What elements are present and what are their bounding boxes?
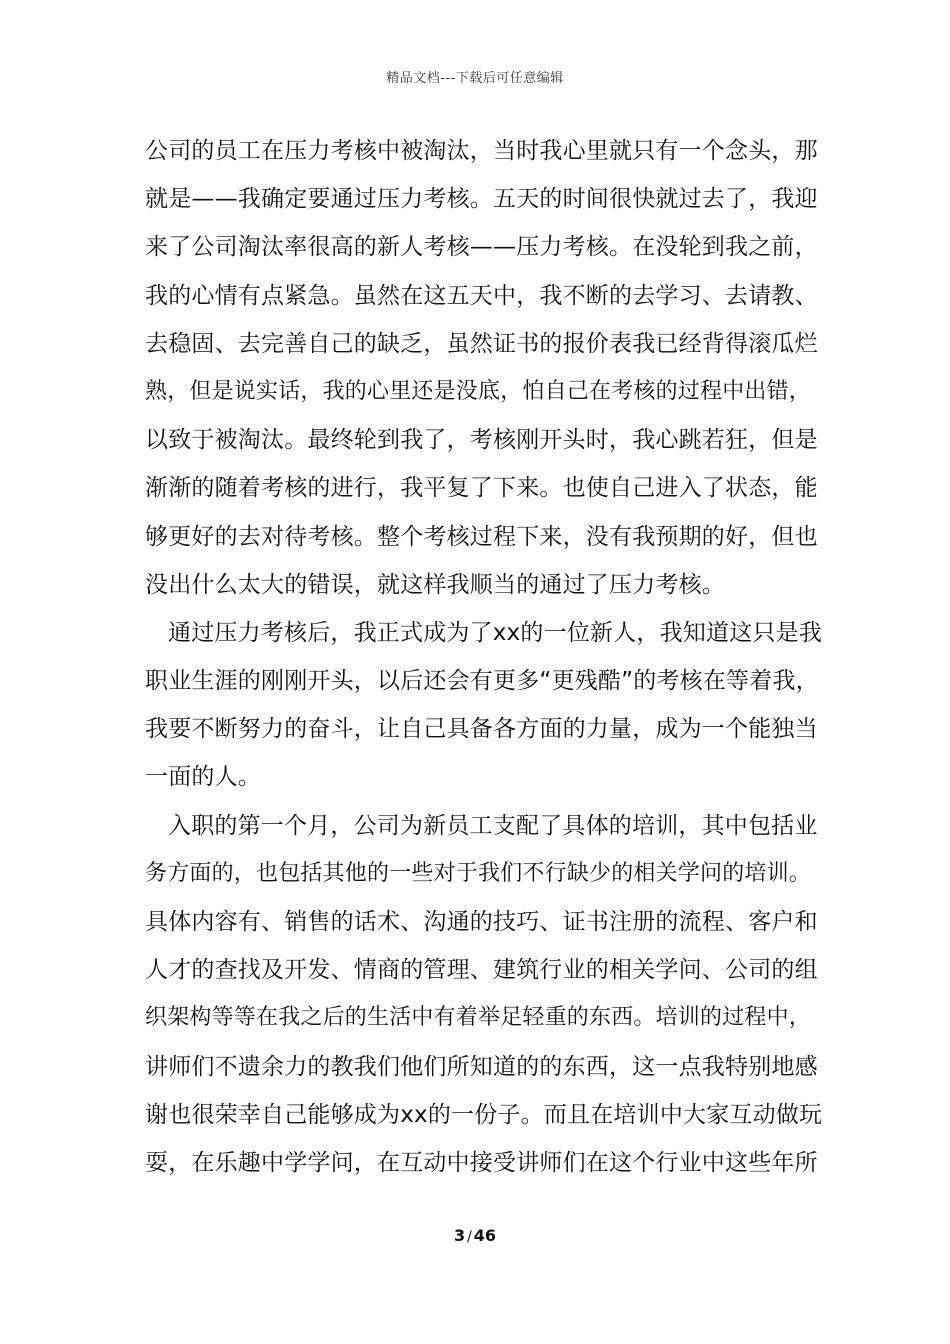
text-line: 具体内容有、销售的话术、沟通的技巧、证书注册的流程、客户和 [145,909,818,935]
text-line: 公司的员工在压力考核中被淘汰，当时我心里就只有一个念头，那 [145,138,818,164]
text-line: 以致于被淘汰。最终轮到我了，考核刚开头时，我心跳若狂，但是 [145,427,818,454]
text-line: 来了公司淘汰率很高的新人考核——压力考核。在没轮到我之前， [145,234,818,261]
text-line: 务方面的，也包括其他的一些对于我们不行缺少的相关学问的培训。 [145,860,812,886]
total-page-count: 46 [473,1226,497,1245]
text-line: 耍，在乐趣中学学问，在互动中接受讲师们在这个行业中这些年所 [145,1149,818,1176]
text-line: 职业生涯的刚刚开头，以后还会有更多“更残酷”的考核在等着我， [145,668,819,695]
text-line: 我要不断努力的奋斗，让自己具备各方面的力量，成为一个能独当 [145,716,818,743]
text-line: 渐渐的随着考核的进行，我平复了下来。也使自己进入了状态，能 [145,475,818,502]
page-header: 精品文档---下载后可任意编辑 [386,71,564,86]
text-line: 织架构等等在我之后的生活中有着举足轻重的东西。培训的过程中， [145,1005,812,1031]
document-body [145,127,825,1187]
current-page-number: 3 [453,1226,466,1245]
text-line: 就是——我确定要通过压力考核。五天的时间很快就过去了，我迎 [145,186,818,213]
text-line: 通过压力考核后，我正式成为了xx的一位新人，我知道这只是我 [168,619,823,646]
page-number [0,1226,950,1245]
text-line: 熟，但是说实话，我的心里还是没底，怕自己在考核的过程中出错， [145,378,812,404]
text-line: 我的心情有点紧急。虽然在这五天中，我不断的去学习、去请教、 [145,282,818,309]
text-line: 一面的人。 [145,764,261,791]
text-line: 入职的第一个月，公司为新员工支配了具体的培训，其中包括业 [168,812,818,839]
text-line: 没出什么太大的错误，就这样我顺当的通过了压力考核。 [145,571,725,598]
text-line: 去稳固、去完善自己的缺乏，虽然证书的报价表我已经背得滚瓜烂 [145,330,818,357]
text-line: 人才的查找及开发、情商的管理、建筑行业的相关学问、公司的组 [145,957,818,984]
text-line: 谢也很荣幸自己能够成为xx的一份子。而且在培训中大家互动做玩 [145,1101,823,1128]
text-line: 讲师们不遗余力的教我们他们所知道的的东西，这一点我特别地感 [145,1053,818,1080]
page-separator: / [467,1229,472,1245]
text-line: 够更好的去对待考核。整个考核过程下来，没有我预期的好，但也 [145,523,818,550]
